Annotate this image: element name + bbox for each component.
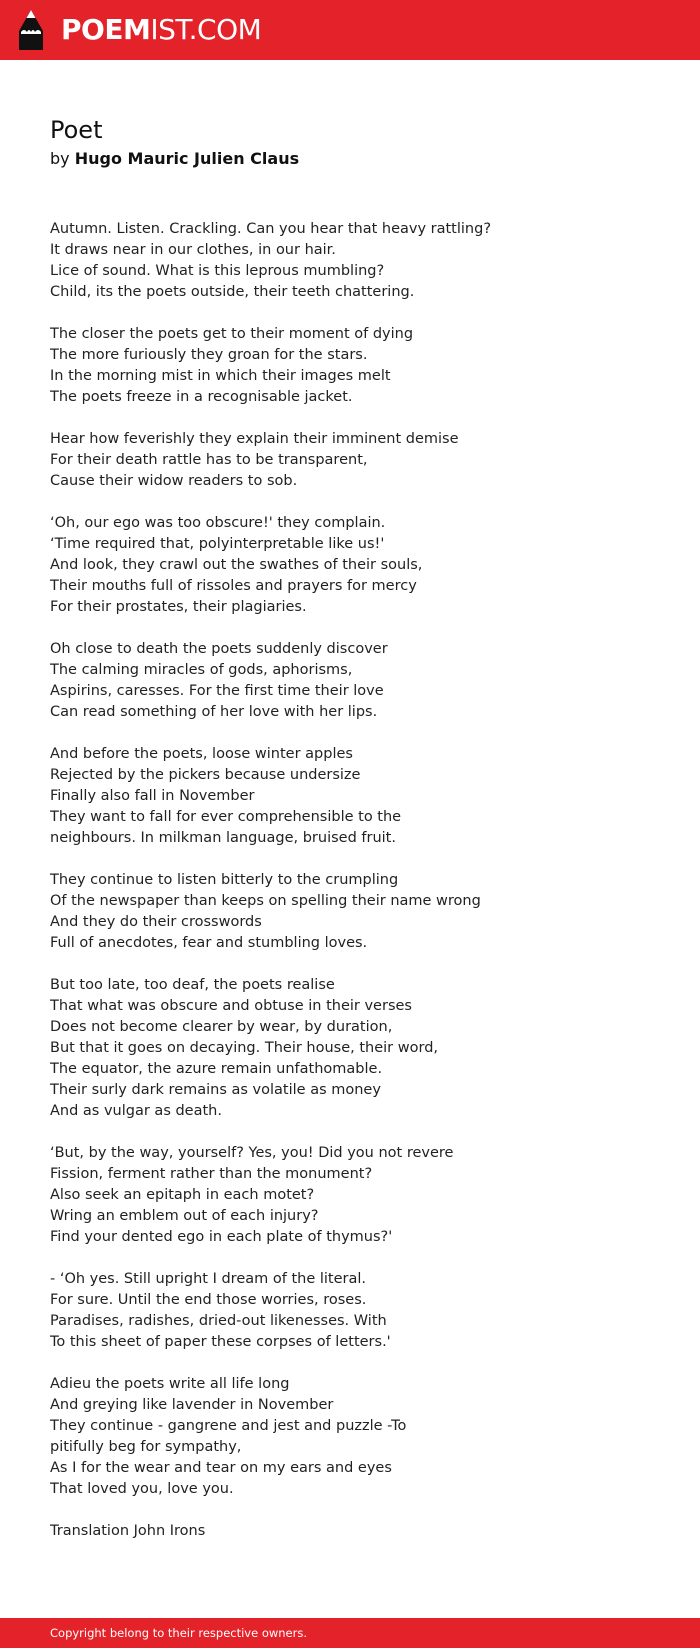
poem-line: Cause their widow readers to sob. [50,473,298,489]
poem-line: Their surly dark remains as volatile as money [50,1082,381,1098]
poem-line: Lice of sound. What is this leprous mumbling? [50,263,385,279]
poem-line: And they do their crosswords [50,914,262,930]
poem-line: pitifully beg for sympathy, [50,1439,242,1455]
poem-line: But too late, too deaf, the poets realise [50,977,335,993]
poem-stanza [50,1374,670,1500]
poem-line: Rejected by the pickers because undersize [50,767,361,783]
pencil-tip-icon[interactable] [18,9,44,51]
poem-line: They continue - gangrene and jest and puzzle -To [50,1418,407,1434]
poem-line: - ‘Oh yes. Still upright I dream of the literal. [50,1271,367,1287]
poem-line: neighbours. In milkman language, bruised fruit. [50,830,396,846]
poem-stanza [50,975,670,1122]
poem-stanza [50,870,670,954]
poem-line: The equator, the azure remain unfathomable. [50,1061,383,1077]
poem-line: Also seek an epitaph in each motet? [50,1187,315,1203]
poem-line: ‘Oh, our ego was too obscure!' they complain. [50,515,386,531]
poem-line: And before the poets, loose winter apples [50,746,353,762]
poem-line: For sure. Until the end those worries, roses. [50,1292,367,1308]
poem-line: Hear how feverishly they explain their imminent demise [50,431,459,447]
poem-line: Child, its the poets outside, their teeth chattering. [50,284,415,300]
poem-line: They continue to listen bitterly to the crumpling [50,872,399,888]
logo-light-text: IST.COM [150,13,262,46]
poem-stanza [50,513,670,618]
poem-line: That loved you, love you. [50,1481,234,1497]
poem-line: Paradises, radishes, dried-out likenesses. With [50,1313,387,1329]
poem-stanza [50,324,670,408]
poem-stanza [50,429,670,492]
poem-line: That what was obscure and obtuse in their verses [50,998,412,1014]
poem-line: Their mouths full of rissoles and prayers for mercy [50,578,417,594]
by-label: by [50,149,70,168]
poem-line: The more furiously they groan for the stars. [50,347,368,363]
poem-line: The poets freeze in a recognisable jacket. [50,389,353,405]
poem-line: And look, they crawl out the swathes of their souls, [50,557,423,573]
poem-line: The closer the poets get to their moment of dying [50,326,414,342]
poem-line: Autumn. Listen. Crackling. Can you hear that heavy rattling? [50,221,492,237]
poem-line: For their death rattle has to be transparent, [50,452,368,468]
poem-line: Wring an emblem out of each injury? [50,1208,319,1224]
site-logo[interactable] [61,11,261,49]
poem-line: But that it goes on decaying. Their house, their word, [50,1040,439,1056]
poem-title: Poet [50,116,103,144]
poem-line: In the morning mist in which their images melt [50,368,391,384]
poem-line: For their prostates, their plagiaries. [50,599,307,615]
poem-line: Full of anecdotes, fear and stumbling loves. [50,935,368,951]
poem-line: Can read something of her love with her lips. [50,704,378,720]
poem-line: Finally also fall in November [50,788,255,804]
byline [50,147,299,171]
poem-line: Does not become clearer by wear, by duration, [50,1019,393,1035]
poem-line: As I for the wear and tear on my ears and eyes [50,1460,392,1476]
poem-stanza [50,219,670,303]
poem-line: To this sheet of paper these corpses of letters.' [50,1334,391,1350]
poem-line: Find your dented ego in each plate of thymus?' [50,1229,393,1245]
site-header [0,0,700,60]
poem-stanza [50,1143,670,1248]
poem-stanza [50,639,670,723]
poem-stanza [50,1269,670,1353]
poem-line: The calming miracles of gods, aphorisms, [50,662,353,678]
poem-line: It draws near in our clothes, in our hair. [50,242,336,258]
poem-line: ‘Time required that, polyinterpretable like us!' [50,536,385,552]
poem-line: Adieu the poets write all life long [50,1376,290,1392]
author-name: Hugo Mauric Julien Claus [74,149,300,168]
poem-line: Oh close to death the poets suddenly discover [50,641,388,657]
logo-bold-text: POEM [61,13,151,46]
poem-line: And greying like lavender in November [50,1397,334,1413]
poem-line: ‘But, by the way, yourself? Yes, you! Did you not revere [50,1145,454,1161]
poem-line: And as vulgar as death. [50,1103,222,1119]
site-footer [0,1618,700,1648]
poem-line: Of the newspaper than keeps on spelling their name wrong [50,893,481,909]
poem-line: Aspirins, caresses. For the first time their love [50,683,384,699]
poem-stanza [50,744,670,849]
poem-line: They want to fall for ever comprehensible to the [50,809,402,825]
poem-line: Fission, ferment rather than the monument? [50,1166,373,1182]
translation-credit: Translation John Irons [50,1523,206,1539]
copyright-notice: Copyright belong to their respective owners. [50,1626,308,1640]
poem-body [50,219,670,1542]
